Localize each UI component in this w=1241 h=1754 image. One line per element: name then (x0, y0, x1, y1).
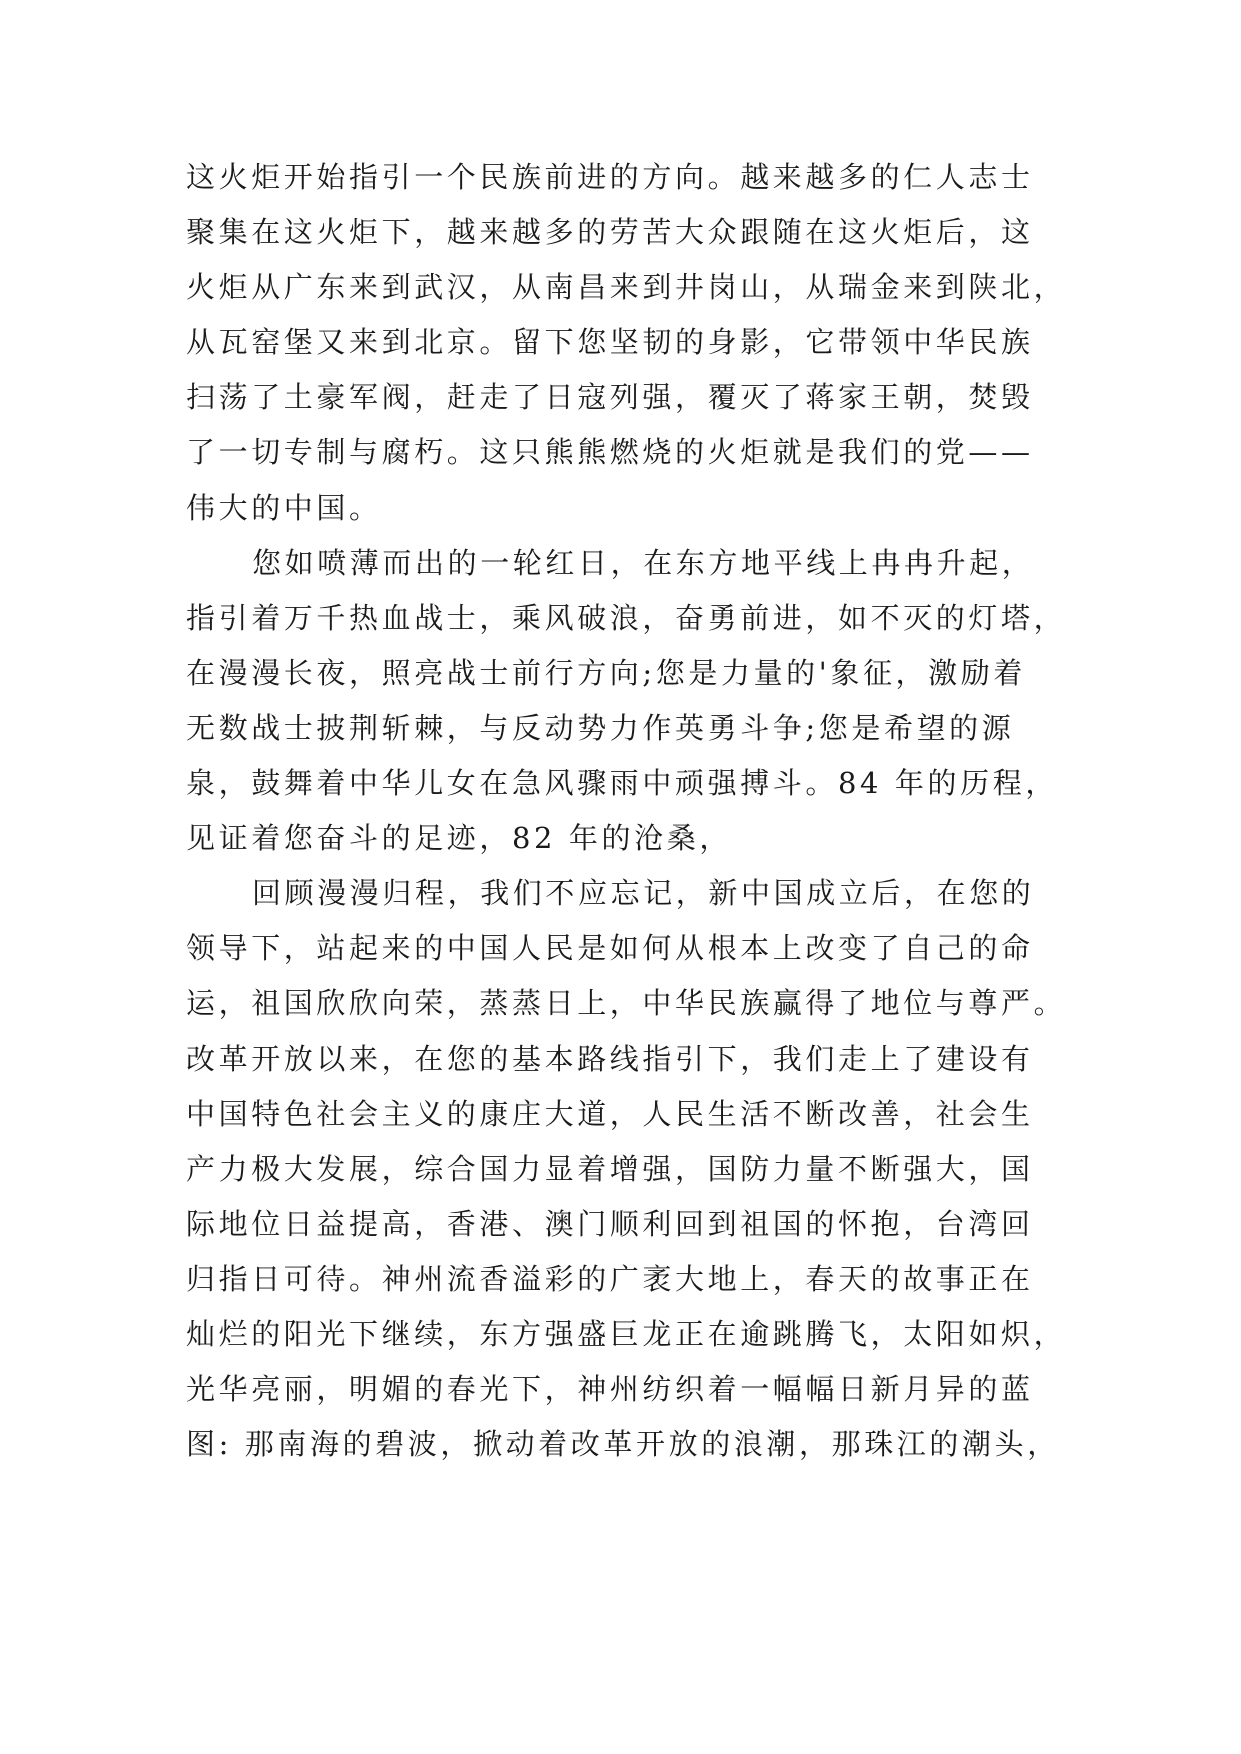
text-line: 了一切专制与腐朽。这只熊熊燃烧的火炬就是我们的党—— (186, 435, 1034, 470)
text-line: 见证着您奋斗的足迹，82 年的沧桑， (186, 821, 732, 856)
document-body (186, 150, 1067, 1472)
text-line: 扫荡了土豪军阀，赶走了日寇列强，覆灭了蒋家王朝，焚毁 (186, 380, 1034, 415)
text-line: 灿烂的阳光下继续，东方强盛巨龙正在逾跳腾飞，太阳如炽， (186, 1316, 1067, 1351)
text-line: 产力极大发展，综合国力显着增强，国防力量不断强大，国 (186, 1151, 1034, 1186)
text-line: 中国特色社会主义的康庄大道，人民生活不断改善，社会生 (186, 1096, 1034, 1131)
text-line: 从瓦窑堡又来到北京。留下您坚韧的身影，它带领中华民族 (186, 325, 1034, 360)
text-line: 指引着万千热血战士，乘风破浪，奋勇前进，如不灭的灯塔， (186, 600, 1067, 635)
text-line: 泉，鼓舞着中华儿女在急风骤雨中顽强搏斗。84 年的历程， (186, 766, 1058, 801)
text-line: 图: 那南海的碧波，掀动着改革开放的浪潮，那珠江的潮头， (186, 1427, 1060, 1462)
text-line: 光华亮丽，明媚的春光下，神州纺织着一幅幅日新月异的蓝 (186, 1372, 1034, 1407)
paragraph-first-line: 回顾漫漫归程，我们不应忘记，新中国成立后，在您的 (252, 876, 1035, 911)
text-line: 运，祖国欣欣向荣，蒸蒸日上，中华民族赢得了地位与尊严。 (186, 986, 1067, 1021)
text-line: 领导下，站起来的中国人民是如何从根本上改变了自己的命 (186, 931, 1034, 966)
text-line: 伟大的中国。 (186, 490, 382, 525)
text-line: 改革开放以来，在您的基本路线指引下，我们走上了建设有 (186, 1041, 1034, 1076)
text-line: 这火炬开始指引一个民族前进的方向。越来越多的仁人志士 (186, 160, 1034, 194)
text-line: 聚集在这火炬下，越来越多的劳苦大众跟随在这火炬后，这 (186, 215, 1034, 250)
text-line: 火炬从广东来到武汉，从南昌来到井岗山，从瑞金来到陕北， (186, 270, 1067, 305)
paragraph-first-line: 您如喷薄而出的一轮红日，在东方地平线上冉冉升起， (252, 545, 1035, 580)
text-line: 归指日可待。神州流香溢彩的广袤大地上，春天的故事正在 (186, 1261, 1034, 1296)
text-line: 无数战士披荆斩棘，与反动势力作英勇斗争;您是希望的源 (186, 710, 1015, 745)
text-line: 际地位日益提高，香港、澳门顺利回到祖国的怀抱，台湾回 (186, 1206, 1034, 1241)
text-line: 在漫漫长夜，照亮战士前行方向;您是力量的'象征，激励着 (186, 655, 1026, 690)
